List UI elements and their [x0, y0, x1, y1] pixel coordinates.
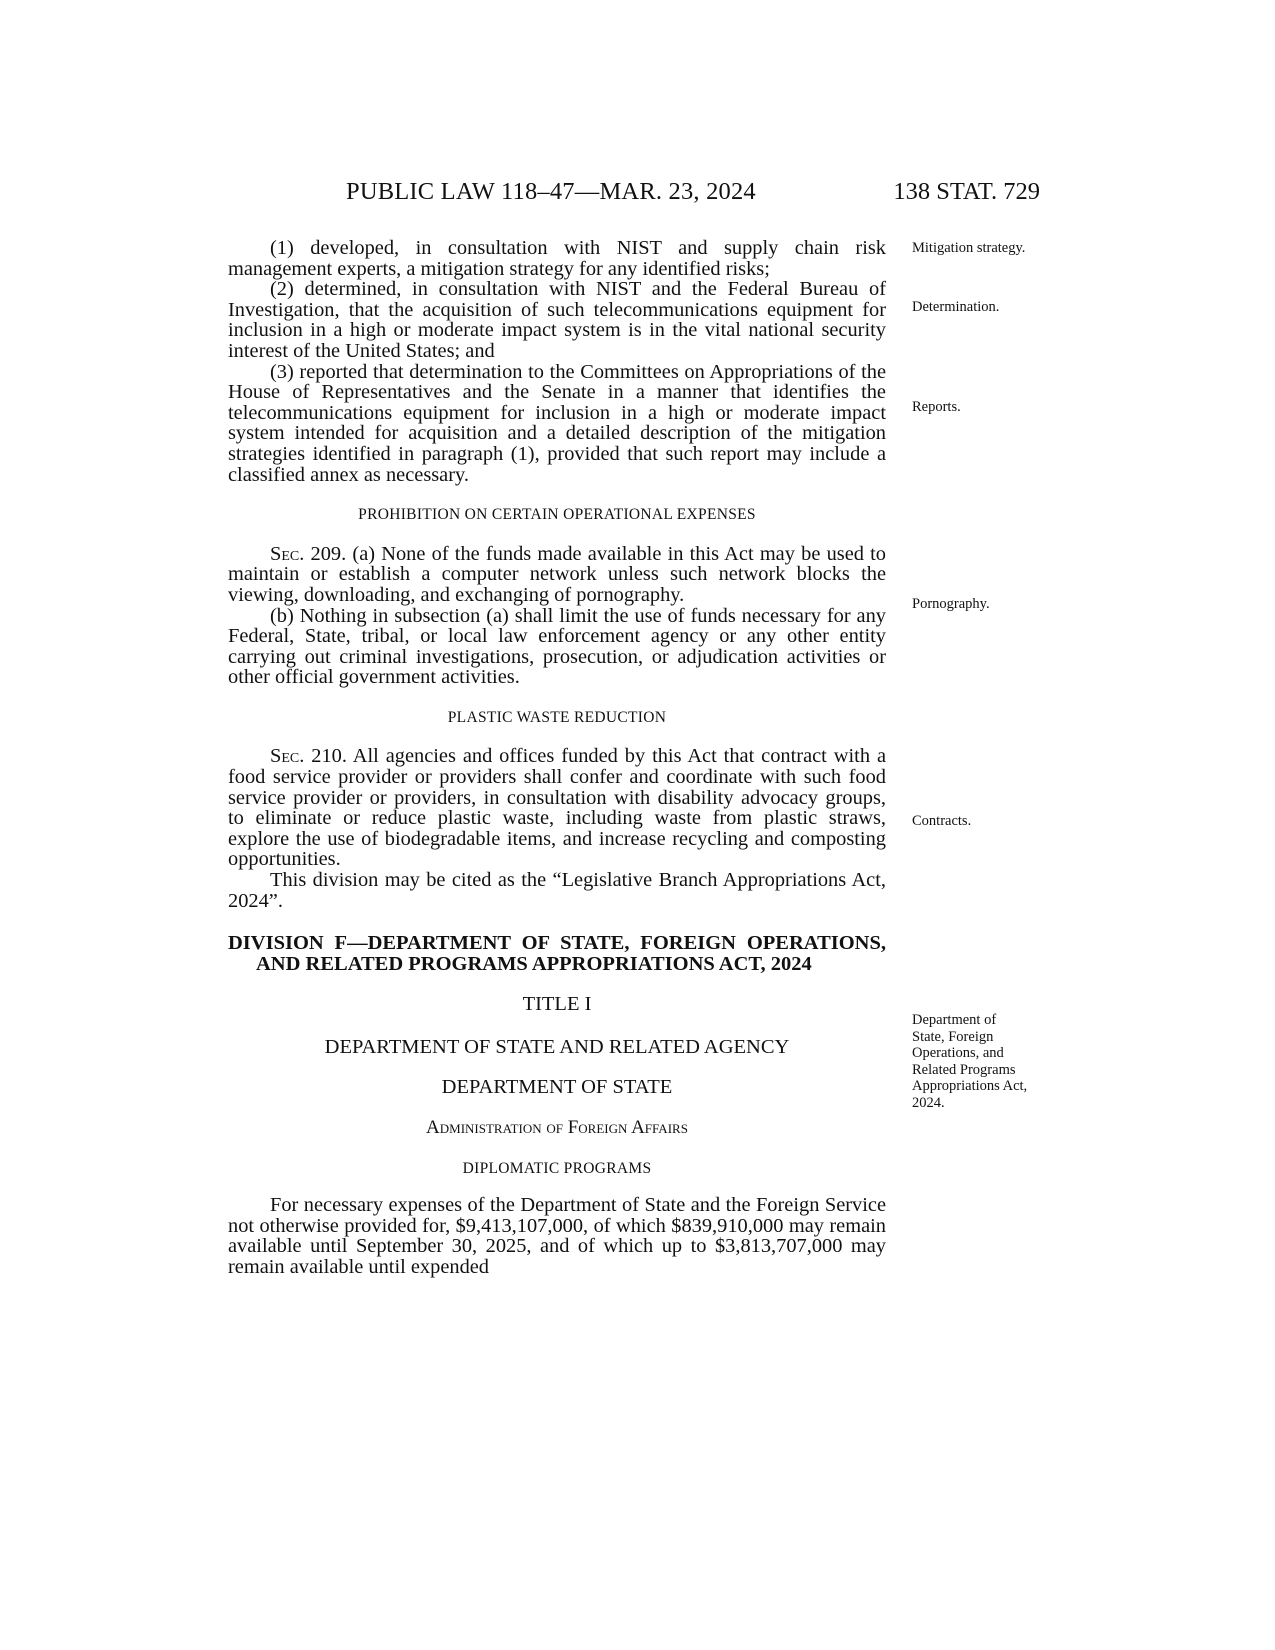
paragraph-1: (1) developed, in consultation with NIST and supply chain risk management experts, a mitigation strategy for any identified risks; — [228, 237, 886, 280]
sec209-label: Sec. 209. — [270, 542, 347, 565]
division-citation: This division may be cited as the “Legislative Branch Appropriations Act, 2024”. — [228, 869, 886, 912]
margin-note-reports: Reports. — [912, 399, 961, 415]
page-body — [228, 238, 886, 1278]
programs-heading: DIPLOMATIC PROGRAMS — [462, 1159, 652, 1177]
sec210-label: Sec. 210. — [270, 745, 347, 768]
diplomatic-programs-text: For necessary expenses of the Department of State and the Foreign Service not otherwise provided for, $9,413,107,000, of which $839,910,000 may remain available until September 30, 2025, and of which up to $3,813,707,000 may remain available until expended — [228, 1194, 886, 1278]
running-head: PUBLIC LAW 118–47—MAR. 23, 2024 — [346, 178, 756, 205]
title-heading: TITLE I — [522, 993, 592, 1016]
dept-related-heading: DEPARTMENT OF STATE AND RELATED AGENCY — [324, 1035, 790, 1058]
admin-heading: Administration of Foreign Affairs — [426, 1117, 688, 1138]
margin-note-mitigation: Mitigation strategy. — [912, 240, 1026, 256]
sec210-text: All agencies and offices funded by this Act that contract with a food service provider or providers shall confer and coordinate with such food service provider or providers, in consultation with disability advocacy groups, to eliminate or reduce plastic waste, including waste from plastic straws, explore the use of biodegradable items, and increase recycling and composting opportunities. — [228, 745, 886, 871]
paragraph-3: (3) reported that determination to the Committees on Appropriations of the House of Representatives and the Senate in a manner that identifies the telecommunications equipment for inclusion in a high or moderate impact system intended for acquisition and a detailed description of the mitigation strategies identified in paragraph (1), provided that such report may include a classified annex as necessary. — [228, 360, 886, 486]
sec209-heading: PROHIBITION ON CERTAIN OPERATIONAL EXPENSES — [358, 506, 756, 524]
page-folio: 138 STAT. 729 — [893, 178, 1040, 205]
division-heading: DIVISION F—DEPARTMENT OF STATE, FOREIGN OPERATIONS, AND RELATED PROGRAMS APPROPRIATIONS ACT, 2024 — [228, 932, 886, 975]
margin-note-pornography: Pornography. — [912, 596, 990, 612]
sec209-subsection-b: (b) Nothing in subsection (a) shall limit the use of funds necessary for any Federal, State, tribal, or local law enforcement agency or any other entity carrying out criminal investigations, prosecution, or adjudication activities or other official government activities. — [228, 604, 886, 689]
dept-heading: DEPARTMENT OF STATE — [441, 1076, 673, 1099]
sec209-subsection-a — [228, 544, 886, 606]
margin-note-contracts: Contracts. — [912, 813, 972, 829]
margin-note-division: Department of State, Foreign Operations, and Related Programs Appropriations Act, 2024. — [912, 1012, 1028, 1111]
paragraph-2: (2) determined, in consultation with NIST and the Federal Bureau of Investigation, that the acquisition of such telecommunications equipment for inclusion in a high or moderate impact system is in the vital national security interest of the United States; and — [228, 278, 886, 362]
page-header — [346, 178, 1040, 218]
margin-note-determination: Determination. — [912, 299, 1000, 315]
sec210-heading: PLASTIC WASTE REDUCTION — [447, 708, 667, 726]
sec210-paragraph — [228, 746, 886, 870]
sec209-text-a: (a) None of the funds made available in this Act may be used to maintain or establish a computer network unless such network blocks the viewing, downloading, and exchanging of pornography. — [228, 542, 887, 606]
